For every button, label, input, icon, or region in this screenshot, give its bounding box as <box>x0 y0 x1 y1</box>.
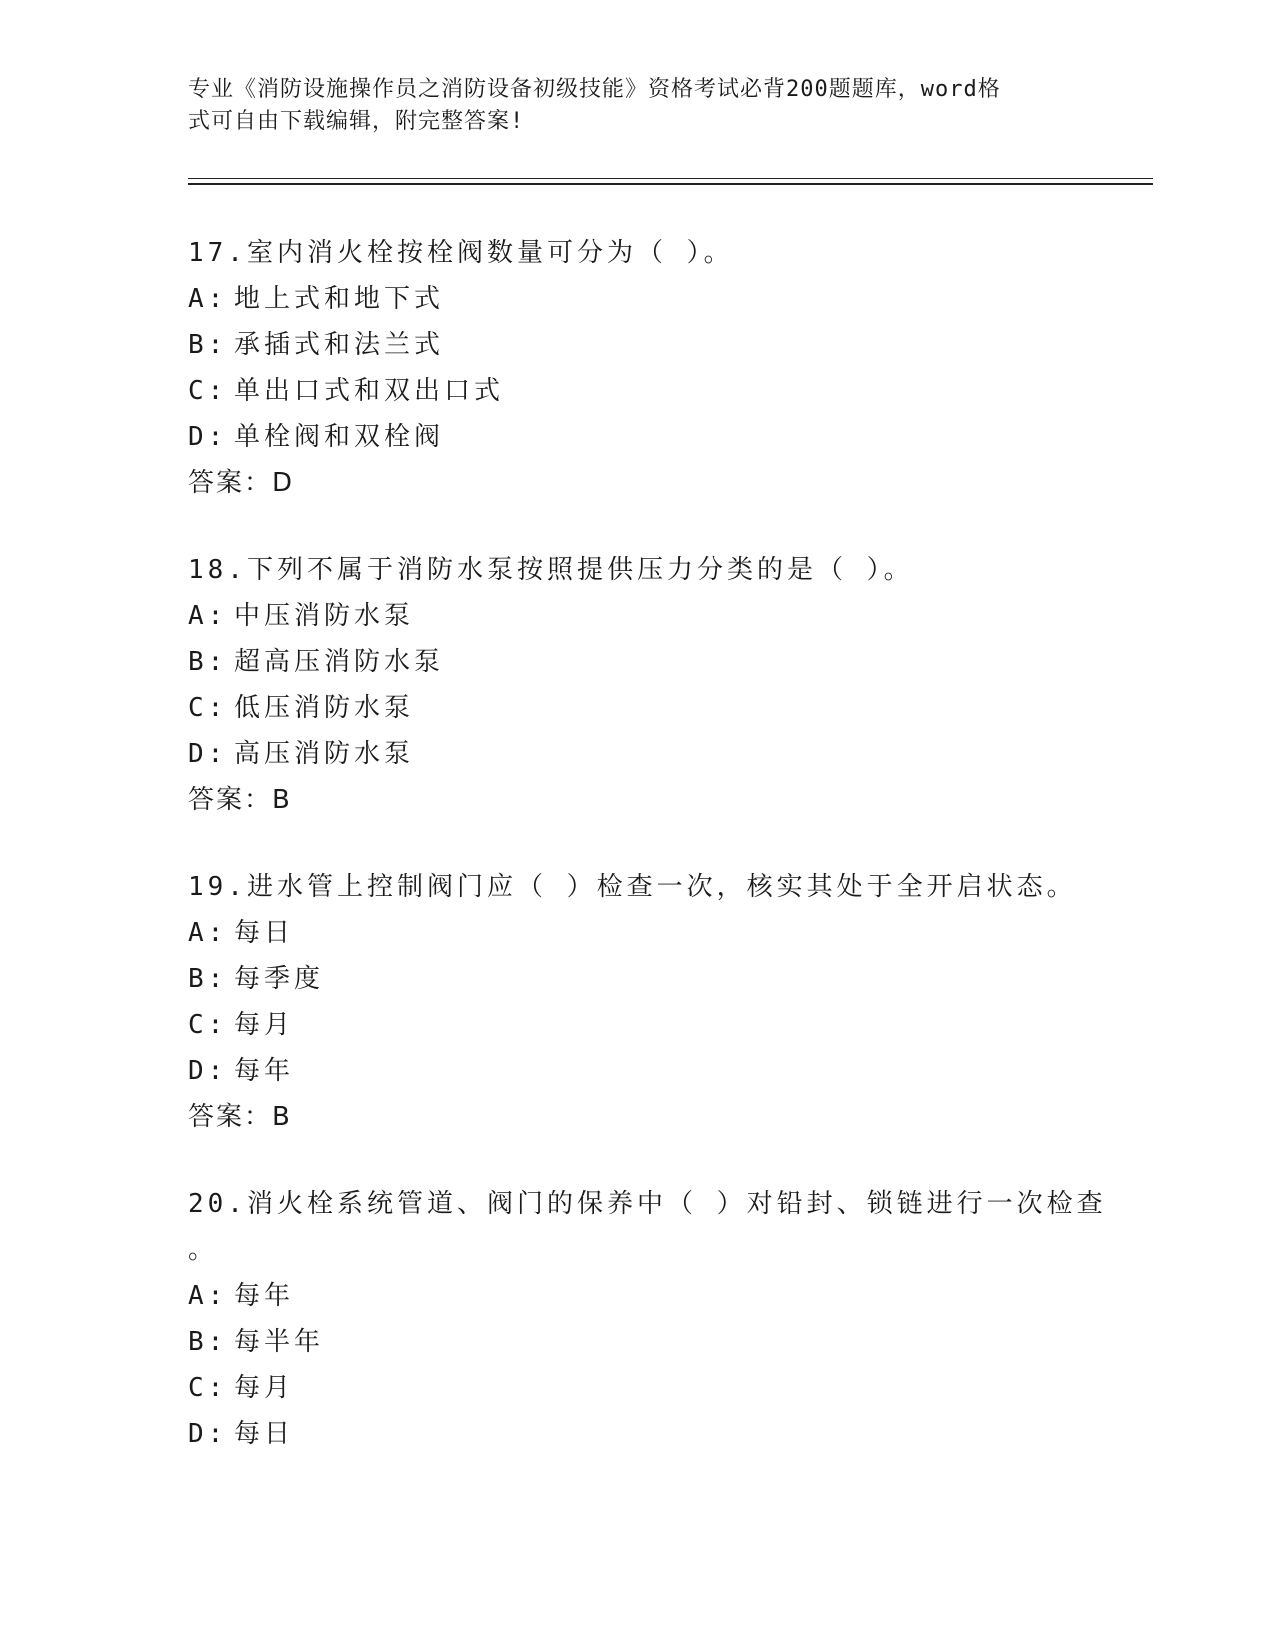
option-key: A: <box>188 1281 228 1311</box>
option-b <box>188 639 1088 685</box>
option-key: B: <box>188 647 228 677</box>
option-d <box>188 731 1088 777</box>
option-key: C: <box>188 1010 228 1040</box>
header-divider-bottom <box>188 183 1153 185</box>
option-text: 每日 <box>234 1419 295 1449</box>
option-text: 超高压消防水泵 <box>234 647 445 677</box>
option-a <box>188 1273 1088 1319</box>
header-line-1: 专业《消防设施操作员之消防设备初级技能》资格考试必背200题题库，word格 <box>188 77 1001 102</box>
option-c <box>188 1365 1088 1411</box>
option-c <box>188 368 1088 414</box>
option-text: 每月 <box>234 1373 295 1403</box>
header-line-2: 式可自由下载编辑，附完整答案! <box>188 109 525 134</box>
option-d <box>188 1411 1088 1457</box>
question-17 <box>188 230 1088 506</box>
option-key: B: <box>188 330 228 360</box>
question-stem: 19.进水管上控制阀门应（ ）检查一次，核实其处于全开启状态。 <box>188 872 1077 902</box>
option-text: 单栓阀和双栓阀 <box>234 422 445 452</box>
option-text: 每半年 <box>234 1327 325 1357</box>
option-key: B: <box>188 964 228 994</box>
option-key: B: <box>188 1327 228 1357</box>
question-stem: 17.室内消火栓按栓阀数量可分为（ ）。 <box>188 238 734 268</box>
option-key: D: <box>188 1056 228 1086</box>
option-text: 每月 <box>234 1010 295 1040</box>
option-key: D: <box>188 1419 228 1449</box>
option-b <box>188 322 1088 368</box>
header-divider-top <box>188 178 1153 179</box>
option-a <box>188 593 1088 639</box>
option-text: 每季度 <box>234 964 325 994</box>
option-a <box>188 910 1088 956</box>
option-text: 高压消防水泵 <box>234 739 415 769</box>
option-c <box>188 1002 1088 1048</box>
option-key: C: <box>188 376 228 406</box>
option-key: A: <box>188 601 228 631</box>
answer: 答案：B <box>188 1102 292 1132</box>
option-c <box>188 685 1088 731</box>
option-text: 中压消防水泵 <box>234 601 415 631</box>
option-d <box>188 1048 1088 1094</box>
question-stem-continuation: 。 <box>188 1235 219 1265</box>
option-text: 每日 <box>234 918 295 948</box>
option-b <box>188 956 1088 1002</box>
option-key: A: <box>188 284 228 314</box>
question-18 <box>188 547 1088 823</box>
question-19 <box>188 864 1088 1140</box>
option-text: 每年 <box>234 1056 295 1086</box>
option-text: 地上式和地下式 <box>234 284 445 314</box>
question-stem: 18.下列不属于消防水泵按照提供压力分类的是（ ）。 <box>188 555 914 585</box>
option-a <box>188 276 1088 322</box>
option-text: 低压消防水泵 <box>234 693 415 723</box>
option-key: D: <box>188 739 228 769</box>
option-d <box>188 414 1088 460</box>
option-key: D: <box>188 422 228 452</box>
question-stem: 20.消火栓系统管道、阀门的保养中（ ）对铅封、锁链进行一次检查 <box>188 1189 1107 1219</box>
option-key: C: <box>188 1373 228 1403</box>
option-b <box>188 1319 1088 1365</box>
option-text: 单出口式和双出口式 <box>234 376 505 406</box>
answer: 答案：B <box>188 785 292 815</box>
option-key: C: <box>188 693 228 723</box>
document-header <box>188 74 1068 138</box>
option-key: A: <box>188 918 228 948</box>
answer: 答案：D <box>188 468 295 498</box>
option-text: 每年 <box>234 1281 295 1311</box>
option-text: 承插式和法兰式 <box>234 330 445 360</box>
question-20 <box>188 1181 1107 1457</box>
